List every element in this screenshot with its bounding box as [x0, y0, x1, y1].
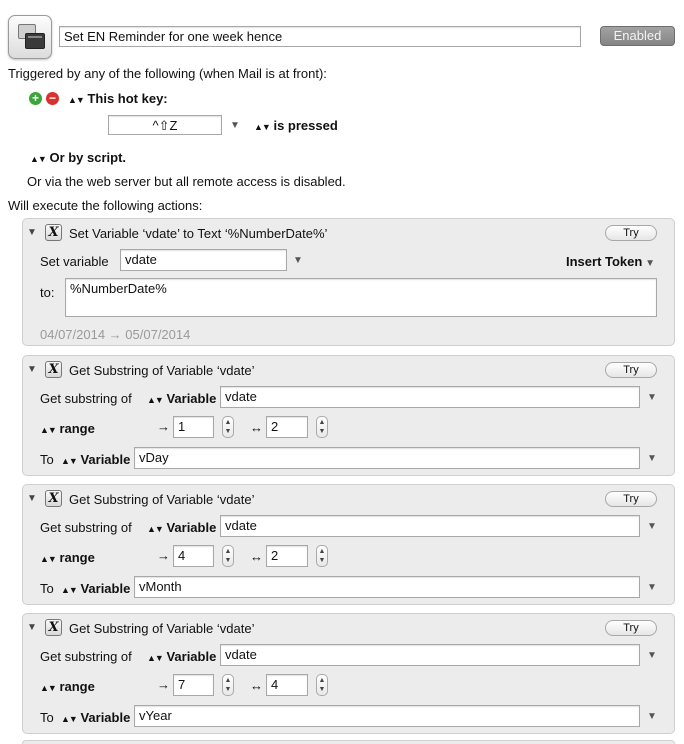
range-length-input[interactable]: 2 — [266, 545, 308, 567]
dest-variable-input[interactable]: vDay — [134, 447, 640, 469]
dest-variable-input[interactable]: vMonth — [134, 576, 640, 598]
popup-arrows-icon: ▲▼ — [147, 653, 163, 663]
range-type-popup[interactable] — [40, 550, 95, 565]
popup-arrows-icon: ▲▼ — [61, 456, 77, 466]
action-title: Set Variable ‘vdate’ to Text ‘%NumberDate%’ — [69, 226, 328, 241]
variable-name-input[interactable]: vdate — [120, 249, 287, 271]
hotkey-label: This hot key: — [87, 91, 168, 106]
range-start-stepper[interactable]: ▲ ▼ — [222, 545, 234, 567]
dest-variable-input[interactable]: vYear — [134, 705, 640, 727]
get-substring-label: Get substring of — [40, 391, 132, 406]
add-trigger-icon[interactable]: + — [29, 92, 42, 105]
triggers-title: Triggered by any of the following (when Mail is at front): — [8, 66, 327, 81]
range-type-popup[interactable] — [40, 421, 95, 436]
popup-arrows-icon: ▲▼ — [254, 122, 270, 132]
to-label: To — [40, 452, 54, 467]
action-title: Get Substring of Variable ‘vdate’ — [69, 621, 255, 636]
remove-trigger-icon[interactable]: − — [46, 92, 59, 105]
new-trigger-popup[interactable] — [30, 150, 126, 165]
source-dropdown-icon[interactable]: ▼ — [647, 392, 657, 403]
source-variable-input[interactable]: vdate — [220, 386, 640, 408]
try-button[interactable]: Try — [605, 620, 657, 636]
script-action-icon: X — [45, 361, 62, 378]
is-pressed-label: is pressed — [273, 118, 338, 133]
disclosure-triangle-icon[interactable]: ▼ — [27, 622, 37, 633]
range-length-stepper[interactable]: ▲ ▼ — [316, 545, 328, 567]
variable-label: Variable — [80, 581, 131, 596]
start-arrow-icon: → — [157, 677, 170, 692]
action-title: Get Substring of Variable ‘vdate’ — [69, 492, 255, 507]
variable-label: Variable — [166, 391, 217, 406]
press-type-popup[interactable] — [254, 118, 338, 133]
range-start-stepper[interactable]: ▲ ▼ — [222, 674, 234, 696]
popup-arrows-icon: ▲▼ — [61, 714, 77, 724]
dest-dropdown-icon[interactable]: ▼ — [647, 711, 657, 722]
length-arrow-icon: ↔ — [250, 678, 263, 693]
try-button[interactable]: Try — [605, 362, 657, 378]
popup-arrows-icon: ▲▼ — [61, 585, 77, 595]
variable-label: Variable — [80, 710, 131, 725]
action-next-partial — [22, 740, 675, 744]
length-arrow-icon: ↔ — [250, 420, 263, 435]
source-type-popup[interactable] — [147, 649, 216, 664]
source-type-popup[interactable] — [147, 520, 216, 535]
range-start-input[interactable]: 1 — [173, 416, 214, 438]
start-arrow-icon: → — [157, 419, 170, 434]
dest-type-popup[interactable] — [61, 581, 130, 596]
action-get-substring — [22, 484, 675, 605]
script-action-icon: X — [45, 619, 62, 636]
action-get-substring — [22, 355, 675, 476]
range-length-stepper[interactable]: ▲ ▼ — [316, 416, 328, 438]
disclosure-triangle-icon[interactable]: ▼ — [27, 227, 37, 238]
popup-arrows-icon: ▲▼ — [147, 524, 163, 534]
popup-arrows-icon: ▲▼ — [30, 154, 46, 164]
range-label: range — [59, 550, 95, 565]
dest-type-popup[interactable] — [61, 710, 130, 725]
source-variable-input[interactable]: vdate — [220, 515, 640, 537]
popup-arrows-icon: ▲▼ — [40, 425, 56, 435]
range-label: range — [59, 679, 95, 694]
range-length-stepper[interactable]: ▲ ▼ — [316, 674, 328, 696]
range-start-input[interactable]: 7 — [173, 674, 214, 696]
dest-dropdown-icon[interactable]: ▼ — [647, 582, 657, 593]
start-arrow-icon: → — [157, 548, 170, 563]
to-label: To — [40, 710, 54, 725]
actions-title: Will execute the following actions: — [8, 198, 203, 213]
action-set-variable — [22, 218, 675, 346]
range-type-popup[interactable] — [40, 679, 95, 694]
macro-icon[interactable] — [8, 15, 52, 59]
chevron-down-icon: ▼ — [642, 258, 656, 269]
variable-label: Variable — [166, 649, 217, 664]
disclosure-triangle-icon[interactable]: ▼ — [27, 364, 37, 375]
variable-label: Variable — [80, 452, 131, 467]
popup-arrows-icon: ▲▼ — [40, 683, 56, 693]
window-front-icon — [25, 33, 45, 49]
macro-name-input[interactable]: Set EN Reminder for one week hence — [59, 26, 581, 47]
hotkey-dropdown-icon[interactable]: ▼ — [230, 120, 240, 131]
length-arrow-icon: ↔ — [250, 549, 263, 564]
hotkey-field[interactable]: ^⇧Z — [108, 115, 222, 135]
dest-type-popup[interactable] — [61, 452, 130, 467]
trigger-type-popup[interactable] — [68, 91, 168, 106]
get-substring-label: Get substring of — [40, 649, 132, 664]
range-start-stepper[interactable]: ▲ ▼ — [222, 416, 234, 438]
get-substring-label: Get substring of — [40, 520, 132, 535]
disclosure-triangle-icon[interactable]: ▼ — [27, 493, 37, 504]
action-get-substring — [22, 613, 675, 734]
try-button[interactable]: Try — [605, 225, 657, 241]
source-dropdown-icon[interactable]: ▼ — [647, 650, 657, 661]
source-variable-input[interactable]: vdate — [220, 644, 640, 666]
script-action-icon: X — [45, 224, 62, 241]
action-title: Get Substring of Variable ‘vdate’ — [69, 363, 255, 378]
or-by-script-label: Or by script. — [49, 150, 127, 165]
insert-token-button[interactable] — [566, 254, 655, 269]
popup-arrows-icon: ▲▼ — [68, 95, 84, 105]
variable-label: Variable — [166, 520, 217, 535]
popup-arrows-icon: ▲▼ — [40, 554, 56, 564]
to-label: to: — [40, 285, 55, 300]
variable-dropdown-icon[interactable]: ▼ — [293, 255, 303, 266]
range-label: range — [59, 421, 95, 436]
insert-token-label: Insert Token — [566, 254, 643, 269]
token-preview: 04/07/2014 → 05/07/2014 — [40, 327, 191, 342]
web-server-note: Or via the web server but all remote access is disabled. — [27, 174, 346, 189]
text-value-input[interactable]: %NumberDate% — [65, 278, 657, 317]
range-length-input[interactable]: 2 — [266, 416, 308, 438]
range-start-input[interactable]: 4 — [173, 545, 214, 567]
enabled-button[interactable]: Enabled — [600, 26, 675, 46]
try-button[interactable]: Try — [605, 491, 657, 507]
dest-dropdown-icon[interactable]: ▼ — [647, 453, 657, 464]
source-type-popup[interactable] — [147, 391, 216, 406]
source-dropdown-icon[interactable]: ▼ — [647, 521, 657, 532]
script-action-icon: X — [45, 490, 62, 507]
popup-arrows-icon: ▲▼ — [147, 395, 163, 405]
range-length-input[interactable]: 4 — [266, 674, 308, 696]
set-variable-label: Set variable — [40, 254, 109, 269]
to-label: To — [40, 581, 54, 596]
